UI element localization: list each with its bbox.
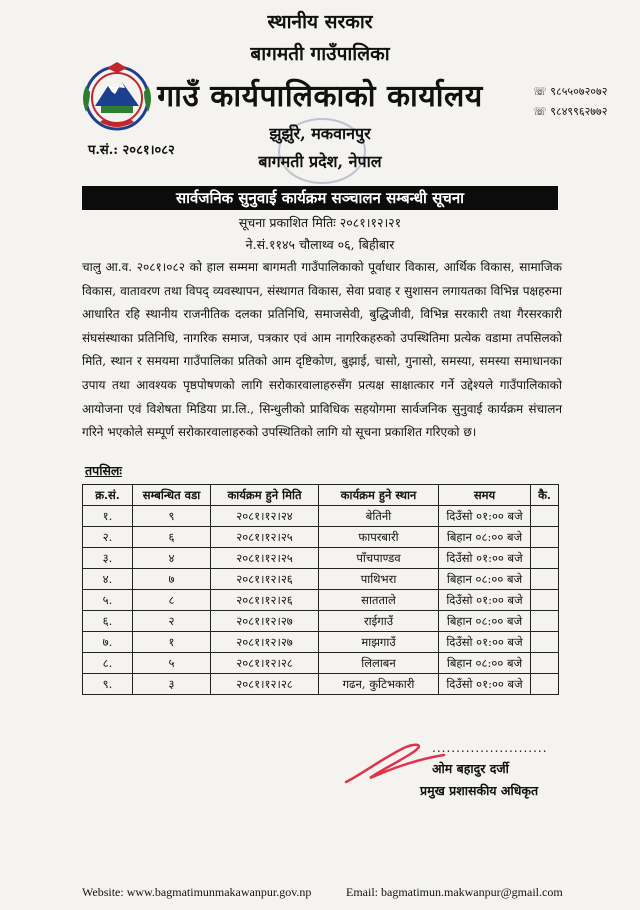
table-row [83, 632, 559, 653]
cell-date: २०८१।१२।२८ [211, 674, 319, 695]
signatory-name: ओम बहादुर दर्जी [432, 761, 509, 776]
schedule-table [82, 484, 559, 695]
cell-time: बिहान ०८:०० बजे [439, 653, 531, 674]
cell-date: २०८१।१२।२५ [211, 548, 319, 569]
cell-venue: माझगाउँ [319, 632, 439, 653]
notice-body: चालु आ.व. २०८१।०८२ को हाल सम्ममा बागमती गाउँपालिकाको पूर्वाधार विकास, आर्थिक विकास, सामाजिक विकास, वातावरण तथा विपद् व्यवस्थापन, संस्थागत विकास, सेवा प्रवाह र सुशासन लगायतका विभिन्न पक्षहरुमा आधारित रहि स्थानीय राजनीतिक दलका प्रतिनिधि, समाजसेवी, बुद्धिजीवी, विभिन्न सरकारी तथा गैरसरकारी संघसंस्थाका प्रतिनिधि, नागरिक समाज, पत्रकार एवं आम नागरिकहरुको उपस्थितिमा प्रत्येक वडामा तपसिलको मिति, स्थान र समयमा गाउँपालिका प्रतिको आम दृष्टिकोण, बुझाई, चासो, गुनासो, समस्या, समस्या समाधानका उपाय तथा आवश्यक पृष्ठपोषणको लागि सरोकारवालाहरुसँग प्रत्यक्ष साक्षात्कार गर्ने उद्देश्यले गाउँपालिकाको आयोजना एवं विशेषता मिडिया प्रा.लि., सिन्धुलीको प्राविधिक सहयोगमा सार्वजनिक सुनुवाई कार्यक्रम संचालन गरिने भएकोले सम्पूर्ण सरोकारवालाहरुको उपस्थितिको लागि यो सूचना प्रकाशित गरिएको छ। [82, 260, 562, 440]
cell-serial: २. [83, 527, 133, 548]
cell-ward: ८ [133, 590, 211, 611]
cell-serial: १. [83, 506, 133, 527]
table-row [83, 506, 559, 527]
cell-remarks [531, 548, 559, 569]
table-row [83, 611, 559, 632]
cell-serial: ३. [83, 548, 133, 569]
cell-remarks [531, 632, 559, 653]
table-row [83, 569, 559, 590]
footer-email[interactable]: Email: bagmatimun.makwanpur@gmail.com [346, 885, 563, 899]
reference-number: प.सं.: २०८१।०८२ [88, 143, 175, 158]
cell-ward: ६ [133, 527, 211, 548]
cell-time: दिउँसो ०१:०० बजे [439, 632, 531, 653]
cell-ward: १ [133, 632, 211, 653]
cell-serial: ६. [83, 611, 133, 632]
cell-date: २०८१।१२।२७ [211, 632, 319, 653]
cell-serial: ९. [83, 674, 133, 695]
header-location: झुर्झुरे, मकवानपुर [269, 124, 371, 143]
cell-remarks [531, 611, 559, 632]
notice-title-banner: सार्वजनिक सुनुवाई कार्यक्रम सञ्चालन सम्बन्धी सूचना [82, 186, 558, 210]
cell-venue: लिलाबन [319, 653, 439, 674]
table-row [83, 548, 559, 569]
col-date: कार्यक्रम हुने मिति [211, 485, 319, 506]
schedule-header-row [83, 485, 559, 506]
cell-remarks [531, 506, 559, 527]
cell-date: २०८१।१२।२८ [211, 653, 319, 674]
cell-venue: बेतिनी [319, 506, 439, 527]
cell-time: दिउँसो ०१:०० बजे [439, 590, 531, 611]
header-province: बागमती प्रदेश, नेपाल [258, 152, 382, 171]
signatory-title: प्रमुख प्रशासकीय अधिकृत [420, 783, 539, 798]
cell-venue: पाथिभरा [319, 569, 439, 590]
header-local-government: स्थानीय सरकार [267, 11, 373, 33]
header-office-title: गाउँ कार्यपालिकाको कार्यालय [157, 79, 483, 114]
schedule-label: तपसिलः [85, 463, 122, 478]
table-row [83, 674, 559, 695]
col-serial: क्र.सं. [83, 485, 133, 506]
phone-number-2: ☏ ९८४९९६२७७२ [533, 105, 608, 118]
cell-time: बिहान ०८:०० बजे [439, 611, 531, 632]
cell-serial: ५. [83, 590, 133, 611]
cell-remarks [531, 590, 559, 611]
cell-time: दिउँसो ०१:०० बजे [439, 548, 531, 569]
cell-venue: राईगाउँ [319, 611, 439, 632]
cell-ward: ७ [133, 569, 211, 590]
cell-venue: फापरबारी [319, 527, 439, 548]
cell-remarks [531, 569, 559, 590]
cell-time: बिहान ०८:०० बजे [439, 527, 531, 548]
cell-date: २०८१।१२।२६ [211, 590, 319, 611]
cell-ward: २ [133, 611, 211, 632]
signature-line: ........................ [432, 741, 548, 755]
cell-serial: ७. [83, 632, 133, 653]
cell-remarks [531, 674, 559, 695]
table-row [83, 527, 559, 548]
cell-time: दिउँसो ०१:०० बजे [439, 506, 531, 527]
cell-ward: ५ [133, 653, 211, 674]
cell-serial: ४. [83, 569, 133, 590]
table-row [83, 653, 559, 674]
table-row [83, 590, 559, 611]
cell-remarks [531, 527, 559, 548]
cell-date: २०८१।१२।२४ [211, 506, 319, 527]
cell-venue: गढन, कुटिभकारी [319, 674, 439, 695]
cell-ward: ४ [133, 548, 211, 569]
cell-venue: सातताले [319, 590, 439, 611]
cell-time: दिउँसो ०१:०० बजे [439, 674, 531, 695]
cell-remarks [531, 653, 559, 674]
phone-numbers [533, 82, 607, 122]
col-ward: सम्बन्धित वडा [133, 485, 211, 506]
cell-venue: पाँचपाण्डव [319, 548, 439, 569]
footer-website[interactable]: Website: www.bagmatimunmakawanpur.gov.np [82, 885, 312, 899]
cell-serial: ८. [83, 653, 133, 674]
cell-ward: ३ [133, 674, 211, 695]
cell-date: २०८१।१२।२७ [211, 611, 319, 632]
cell-time: बिहान ०८:०० बजे [439, 569, 531, 590]
nepal-sambat-date: ने.सं.११४५ चौलाथ्व ०६, बिहीबार [245, 237, 395, 252]
col-remarks: कै. [531, 485, 559, 506]
publication-date: सूचना प्रकाशित मितिः २०८१।१२।२१ [238, 215, 402, 230]
phone-number-1: ☏ ९८५५०७२०७२ [533, 85, 608, 98]
col-venue: कार्यक्रम हुने स्थान [319, 485, 439, 506]
cell-date: २०८१।१२।२५ [211, 527, 319, 548]
cell-ward: ९ [133, 506, 211, 527]
col-time: समय [439, 485, 531, 506]
header-municipality: बागमती गाउँपालिका [250, 43, 390, 65]
cell-date: २०८१।१२।२६ [211, 569, 319, 590]
